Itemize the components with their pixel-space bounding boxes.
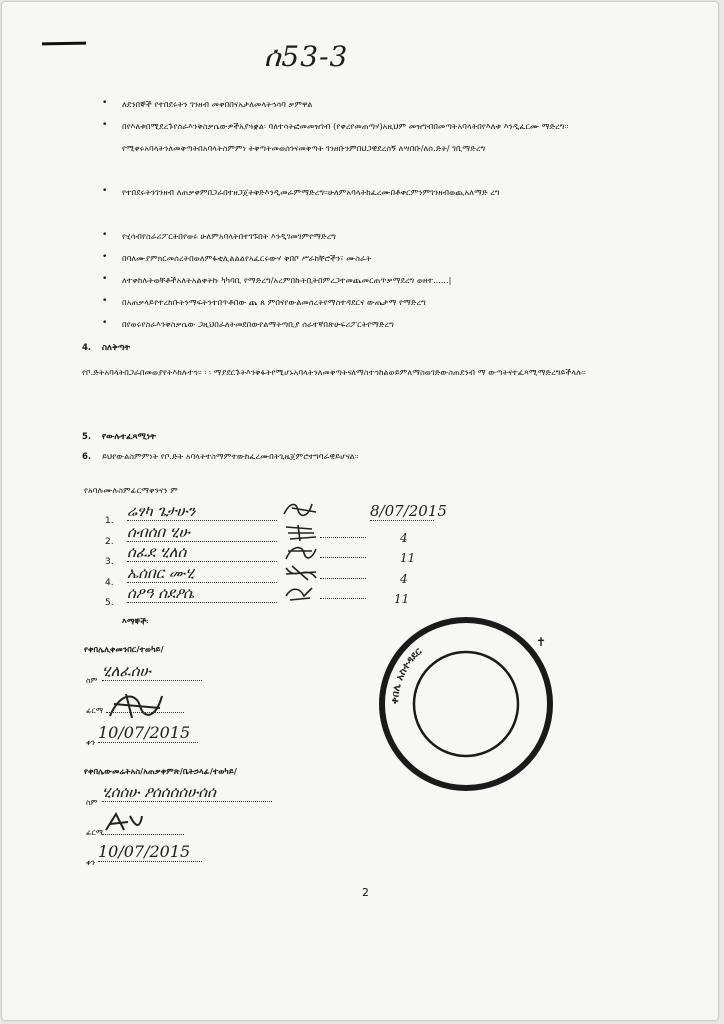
witnesses-label: እማኞች፡ [122, 616, 149, 626]
bullet-dot: • [102, 98, 108, 108]
receiver-date: 10/07/2015 [98, 723, 198, 743]
bullet-item: በየእለቱበሚደረጉየስራእንቅስቃሴውዎችአያጓቋል፡ ባለተሳትፎመመዝገብ (የቀረየመጠጣሃ)አዚህም መዝግብበመጣትአባላትበየእለቱ እንዲፈርሙ ማድረግ፡፡የሚቀሩአባላትንለመቅጣትበአባላትስምምነ ትቅጣትመወሰንናመቅጣት ገንዘቡንምበህጋዊደረሰኝ ለሣበቡ/ለሰ.ድት/ ገቢማድረግ [122, 121, 569, 153]
document-page [2, 2, 718, 1020]
bullet-dot: • [102, 120, 108, 130]
member-number: 5. [105, 598, 114, 608]
member-number: 2. [105, 537, 114, 547]
name-label: ስም [86, 676, 98, 685]
dotted-line [106, 710, 184, 713]
bullet-item: ለደንበኞች የተበደሩትን ገንዘብ መቀበበናአታለመላትኅሳባ ቃምዋል [122, 99, 313, 109]
member-signature [282, 500, 320, 518]
member-signature [282, 584, 320, 602]
signature-label: ፊርማ [86, 828, 103, 837]
member-date: 8/07/2015 [370, 502, 447, 520]
member-date: 4 [400, 531, 408, 545]
section-title-enforcement: የውሉተፈጻሚነት [102, 432, 156, 442]
receiver-name: ሂሰሰሁ ዖሰሰሰሰሁሰሰ [102, 783, 272, 802]
receiver-name: ሂለፈሰሁ [102, 662, 202, 681]
bullet-dot: • [102, 274, 108, 284]
dotted-line [320, 564, 366, 579]
date-label: ቀን [86, 858, 95, 867]
section-number: 4. [82, 343, 92, 353]
dotted-line [320, 523, 366, 538]
handwritten-header: ሰ53-3 [264, 40, 349, 73]
dotted-line [102, 832, 184, 835]
member-name: ኤሰበር ሙሂ [127, 564, 277, 583]
member-date: 11 [394, 592, 410, 606]
section-effective-clause: ይህየውልስምምነት የቦ.ድት አባላትተስማምተውከፈረሙበትጊዜጀምሮተግባራዊይሆናል፡፡ [102, 451, 359, 461]
bullet-item: በየወሩየስራእንቅስቃሴው ጋዚህበራለትመደበውየልማትጣቢያ ሰራተኛበጽሁፍሪፖርትየማድረግ [122, 319, 394, 329]
bullet-item: የተበደሩትንገንዘብ ለጠቃቀምበጋራበተዘጋጀትቅድእንዲመራምማድረግ፡፡ሁለምአባላትከፈረሙበቶቀርምንምገንዘብወጪአለማድ ረግ [122, 187, 500, 197]
bullet-dot: • [102, 230, 108, 240]
receiver-signature [102, 810, 146, 834]
member-date: 4 [400, 572, 408, 586]
bullet-dot: • [102, 252, 108, 262]
members-heading: የአባሉሙሉስምፊርማቀንናን ም [84, 485, 178, 495]
section-title-penalty: ስለቅጣት [102, 343, 131, 353]
receiver-title: የቀበሌሊቀመንበር/ተወካይ/ [84, 644, 164, 654]
bullet-item: በባለሙያምክርመሰረትበወለምፋቲሊልልልየአፈርሩውሃ ቅበቦ ሥራከቸሮችን፣ ሙስራት [122, 253, 372, 263]
bullet-dot: • [102, 186, 108, 196]
date-label: ቀን [86, 738, 95, 747]
page-number: 2 [362, 886, 369, 899]
bullet-item: የሂሳብየስራሪፖርትበየወሩ ሁለምአባላትበተገኙበት እንዲገመገምየማድረግ [122, 231, 337, 241]
bullet-item: በአጠቃላይየተረከቡትንማፍትንተበጥቶበው ጨ ጸ ምበናየውልመሰረትየማስተዳደርና ውጤታማ የማድረግ [122, 297, 426, 307]
member-name: ሰዖዓ ሰደዖሴ [127, 584, 277, 603]
bullet-dot: • [102, 318, 108, 328]
official-stamp [376, 614, 556, 794]
member-number: 1. [105, 516, 114, 526]
member-signature [282, 523, 320, 541]
member-name: ሰፈደ ሂለሰ [127, 543, 277, 562]
dotted-line [320, 543, 366, 558]
member-signature [282, 543, 320, 561]
member-date: 11 [400, 551, 416, 565]
receiver-date: 10/07/2015 [98, 842, 202, 862]
svg-text:✝: ✝ [536, 635, 547, 649]
member-name: ሰብሰበ ሂሁ [127, 523, 277, 542]
bullet-dot: • [102, 296, 108, 306]
member-signature [282, 564, 320, 582]
name-label: ስም [86, 798, 98, 807]
member-name: ሬፃካ ጌታሁን [127, 502, 277, 521]
dotted-line [320, 584, 366, 599]
section-number: 5. [82, 432, 92, 442]
member-number: 3. [105, 557, 114, 567]
section-number: 6. [82, 452, 92, 462]
receiver-signature [106, 690, 166, 720]
corner-pen-mark [42, 42, 86, 46]
stamp-ring-text: ቀበሌ አስተዳደር [389, 646, 425, 705]
member-number: 4. [105, 578, 114, 588]
bullet-item: ለተቀከሉትወቸቶችአለትአልቀትኩ ካካባቢ የማድረግ/አረምበኩትቢትበምረጋተመጨመርጠጥቃማደረግ ወዘተ......| [122, 275, 452, 285]
penalty-paragraph: የቦ.ድትአባላትበጋራበመወያየትእከሉተኅ፡፡ ፡ ፡ ማያደርጉትእንቅፋትየሚሆኑአባላትንለመቅጣትናለማስተኅከልወይምለማስወገድውስጠደንብ ማ ውጣትናተፈጻሚማድረግይችላሉ፡፡ [82, 367, 586, 377]
receiver-title: የቀበሌውመሬትአስ/አጠቃቀምጽ/ቤትኃላፊ/ተወካይ/ [84, 766, 237, 776]
signature-label: ፊርማ [86, 706, 103, 715]
